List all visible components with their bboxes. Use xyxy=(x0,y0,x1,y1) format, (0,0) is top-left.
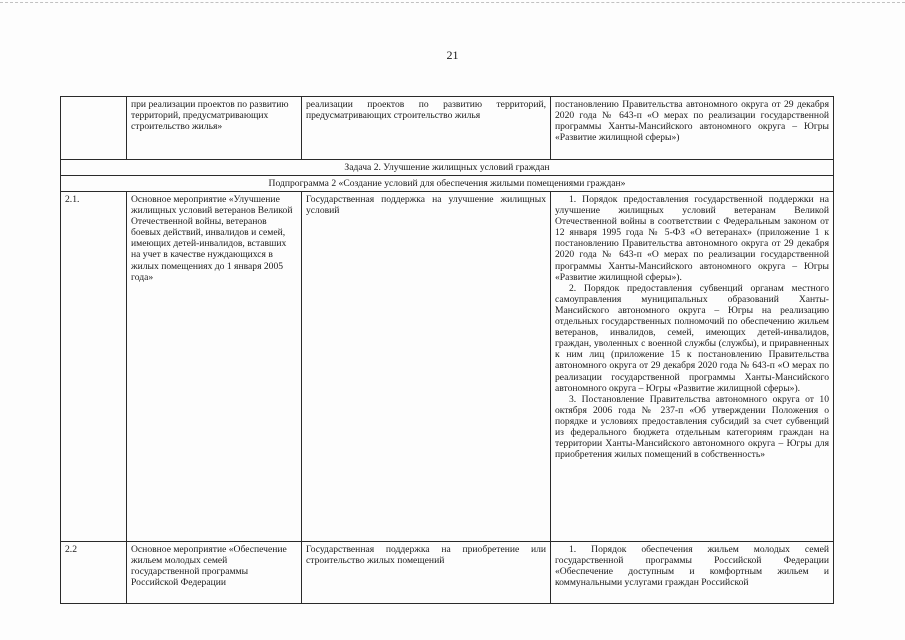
subprogram-heading-row xyxy=(61,176,834,192)
cell-number: 2.2 xyxy=(61,542,127,604)
cell-number xyxy=(61,97,127,160)
cell-measure: Основное мероприятие «Улучшение жилищных условий ветеранов Великой Отечественной войны, ветеранов боевых действий, инвалидов и семей, имеющих детей-инвалидов, вставших на учет в качестве нуждающихся в жилых помещениях до 1 января 2005 года» xyxy=(127,192,302,542)
scan-edge-line xyxy=(0,2,905,3)
table-row xyxy=(61,192,834,542)
cell-direction: Государственная поддержка на приобретение или строительство жилых помещений xyxy=(302,542,551,604)
basis-paragraph: 2. Порядок предоставления субвенций органам местного самоуправления муниципальных образований Ханты-Мансийского автономного округа – Югры на реализацию отдельных государственных полномочий по обеспечению жильем ветеранов, инвалидов, семей, имеющих детей-инвалидов, граждан, уволенных с военной службы (службы), и приравненных к ним лиц (приложение 15 к постановлению Правительства автономного округа от 29 декабря 2020 года № 643-п «О мерах по реализации государственной программы Ханты-Мансийского автономного округа – Югры «Развитие жилищной сферы»). xyxy=(555,282,829,394)
task-heading-row xyxy=(61,160,834,176)
basis-paragraph: 1. Порядок предоставления государственной поддержки на улучшение жилищных условий ветеранам Великой Отечественной войны в соответствии с Федеральным законом от 12 января 1995 года № 5-ФЗ «О ветеранах» (приложение 1 к постановлению Правительства автономного округа от 29 декабря 2020 года № 643-п «О мерах по реализации государственной программы Ханты-Мансийского автономного округа – Югры «Развитие жилищной сферы»). xyxy=(555,194,829,283)
cell-basis xyxy=(551,97,834,160)
subprogram-heading: Подпрограмма 2 «Создание условий для обеспечения жилыми помещениями граждан» xyxy=(61,176,834,192)
cell-basis xyxy=(551,192,834,542)
page-number: 21 xyxy=(446,48,459,62)
basis-paragraph: постановлению Правительства автономного округа от 29 декабря 2020 года № 643-п «О мерах по реализации государственной программы Ханты-Мансийского автономного округа – Югры «Развитие жилищной сферы») xyxy=(555,99,829,144)
measures-table xyxy=(60,96,834,604)
basis-paragraph: 3. Постановление Правительства автономного округа от 10 октября 2006 года № 237-п «Об утверждении Положения о порядке и условиях предоставления субсидий за счет субвенций из федерального бюджета отдельным категориям граждан на территории Ханты-Мансийского автономного округа – Югры для приобретения жилых помещений в собственность» xyxy=(555,393,829,461)
table-row-continuation xyxy=(61,97,834,160)
cell-measure: при реализации проектов по развитию территорий, предусматривающих строительство жилья» xyxy=(127,97,302,160)
cell-direction: Государственная поддержка на улучшение жилищных условий xyxy=(302,192,551,542)
cell-measure: Основное мероприятие «Обеспечение жильем молодых семей государственной программы Российской Федерации xyxy=(127,542,302,604)
cell-basis xyxy=(551,542,834,604)
table-row xyxy=(61,542,834,604)
basis-paragraph: 1. Порядок обеспечения жильем молодых семей государственной программы Российской Федерации «Обеспечение доступным и комфортным жильем и коммунальными услугами граждан Российской xyxy=(555,544,829,589)
cell-number: 2.1. xyxy=(61,192,127,542)
task-heading: Задача 2. Улучшение жилищных условий граждан xyxy=(61,160,834,176)
cell-direction: реализации проектов по развитию территорий, предусматривающих строительство жилья xyxy=(302,97,551,160)
